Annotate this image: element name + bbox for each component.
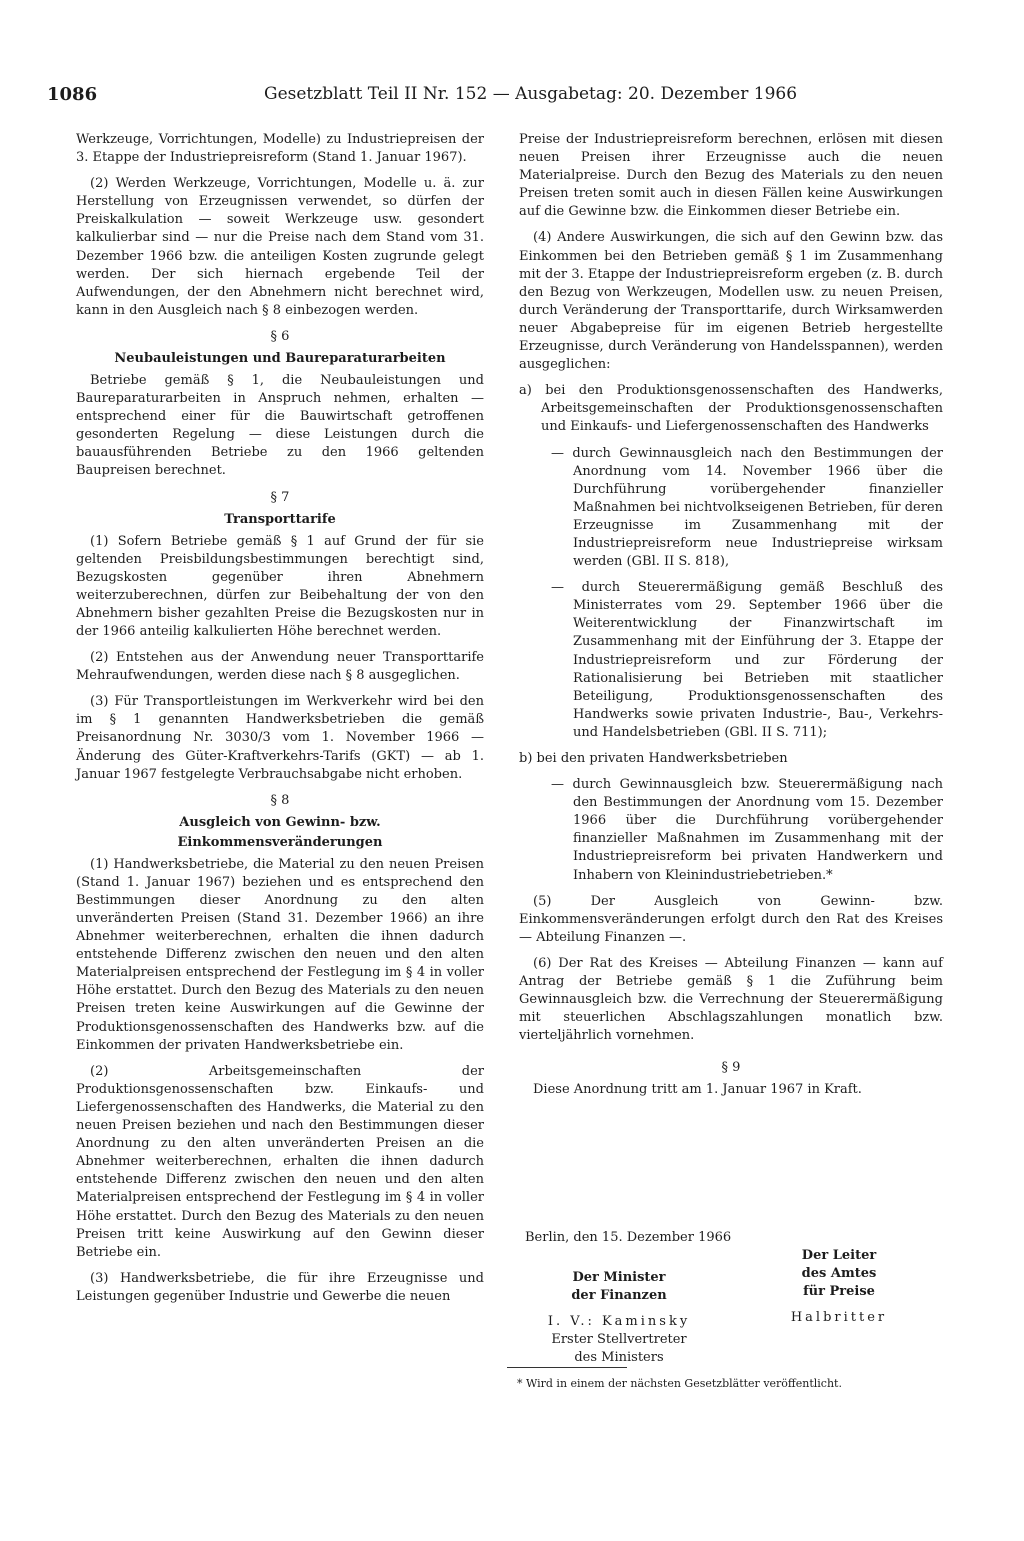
signature-left [519,1269,719,1367]
signature-block [519,1229,943,1367]
paragraph: (2) Werden Werkzeuge, Vorrichtungen, Modelle u. ä. zur Herstellung von Erzeugnissen verwendet, so dürfen der Preiskalkulation — soweit Werkzeuge usw. gesondert kalkulierbar sind — nur die Preise nach dem Stand vom 31. Dezember 1966 bzw. die anteiligen Kosten zugrunde gelegt werden. Der sich hiernach ergebende Teil der Aufwendungen, der den Abnehmern nicht berechnet wird, kann in den Ausgleich nach § 8 einbezogen werden. [76,176,484,318]
paragraph: Diese Anordnung tritt am 1. Januar 1967 in Kraft. [533,1082,862,1098]
right-column [519,131,943,1108]
paragraph: (1) Handwerksbetriebe, die Material zu den neuen Preisen (Stand 1. Januar 1967) beziehen und es entsprechend den Bestimmungen dieser Anordnung zu den alten unveränderten Preisen (Stand 31. Dezember 1966) an ihre Abnehmer weiterberechnen, erhalten die ihnen dadurch entstehende Differenz zwischen den neuen und den alten Materialpreisen entsprechend der Festlegung im § 4 in voller Höhe erstattet. Durch den Bezug des Materials zu den neuen Preisen treten keine Auswirkungen auf die Gewinne der Produktionsgenossenschaften des Handwerks bzw. auf die Einkommen der privaten Handwerksbetriebe ein. [76,856,484,1053]
list-item: — durch Gewinnausgleich bzw. Steuerermäßigung nach den Bestimmungen der Anordnung vom 15. Dezember 1966 über die Durchführung vorübergehender finanzieller Maßnahmen im Zusammenhang mit der Industriepreisreform bei privaten Handwerkern und Inhabern von Kleinindustriebetrieben.* [551,777,943,883]
paragraph: (1) Sofern Betriebe gemäß § 1 auf Grund der für sie geltenden Preisbildungsbestimmungen berechtigt sind, Bezugskosten gegenüber ihren Abnehmern weiterzuberechnen, dürfen zur Beibehaltung der von den Abnehmern bisher gezahlten Preise die Bezugskosten nur in der 1966 anteilig kalkulierten Höhe berechnet werden. [76,533,484,639]
list-item: a) bei den Produktionsgenossenschaften des Handwerks, Arbeitsgemeinschaften der Produktionsgenossenschaften und Einkaufs- und Liefergenossenschaften des Handwerks [519,383,943,435]
signer-name: Halbritter [790,1310,888,1325]
paragraph: Preise der Industriepreisreform berechnen, erlösen mit diesen neuen Preisen ihrer Erzeugnisse auch die neuen Materialpreise. Durch den Bezug des Materials zu den neuen Preisen treten somit auch in diesen Fällen keine Auswirkungen auf die Gewinne bzw. die Einkommen dieser Betriebe ein. [519,132,943,220]
list-item: b) bei den privaten Handwerksbetrieben [519,751,788,766]
running-title: Gesetzblatt Teil II Nr. 152 — Ausgabetag: 20. Dezember 1966 [264,84,798,104]
signer-title: der Finanzen [571,1288,667,1303]
section-number: § 9 [721,1060,741,1076]
paragraph: (2) Arbeitsgemeinschaften der Produktionsgenossenschaften bzw. Einkaufs- und Liefergenossenschaften des Handwerks, die Material zu den neuen Preisen beziehen und nach den Bestimmungen dieser Anordnung zu den alten unveränderten Preisen an die Abnehmer weiterberechnen, erhalten die ihnen dadurch entstehende Differenz zwischen den neuen und den alten Materialpreisen entsprechend der Festlegung im § 4 in voller Höhe erstattet. Durch den Bezug des Materials zu den neuen Preisen tritt keine Auswirkung auf den Gewinn dieser Betriebe ein. [76,1063,484,1260]
signer-title: Der Leiter [801,1248,877,1263]
section-number: § 7 [270,489,290,505]
signer-name: I. V.: Kaminsky [547,1314,691,1329]
paragraph: (6) Der Rat des Kreises — Abteilung Finanzen — kann auf Antrag der Betriebe gemäß § 1 die Zuführung beim Gewinnausgleich bzw. die Verrechnung der Steuerermäßigung mit steuerlichen Abschlagszahlungen monatlich bzw. vierteljährlich vornehmen. [519,955,943,1044]
signer-role: Erster Stellvertreter [551,1332,687,1347]
section-title-line: Ausgleich von Gewinn- bzw. [179,814,381,830]
section-title: Transporttarife [224,511,336,527]
signature-columns [519,1247,943,1367]
signature-right [749,1247,929,1327]
list-item: — durch Steuerermäßigung gemäß Beschluß des Ministerrates vom 29. September 1966 über die Weiterentwicklung der Finanzwirtschaft im Zusammenhang mit der Einführung der 3. Etappe der Industriepreisreform und zur Förderung der Rationalisierung bei Betrieben mit staatlicher Beteiligung, Produktionsgenossenschaften des Handwerks sowie privaten Industrie-, Bau-, Verkehrs- und Handelsbetrieben (GBl. II S. 711); [551,580,943,740]
page-header [0,84,1024,114]
paragraph: (3) Für Transportleistungen im Werkverkehr wird bei den im § 1 genannten Handwerksbetrieben die gemäß Preisanordnung Nr. 3030/3 vom 1. November 1966 — Änderung des Güter-Kraftverkehrs-Tarifs (GKT) — ab 1. Januar 1967 festgelegte Verbrauchsabgabe nicht erhoben. [76,694,484,782]
paragraph: Betriebe gemäß § 1, die Neubauleistungen und Baureparaturarbeiten in Anspruch nehmen, erhalten — entsprechend einer für die Bauwirtschaft getroffenen gesonderten Regelung — diese Leistungen durch die bauausführenden Betriebe zu den 1966 geltenden Baupreisen berechnet. [76,372,484,479]
section-number: § 6 [270,328,290,344]
place-date: Berlin, den 15. Dezember 1966 [525,1230,732,1245]
section-title-line: Einkommensveränderungen [177,834,383,850]
section-number: § 8 [270,792,290,808]
signer-title: für Preise [803,1284,875,1299]
page-number: 1086 [47,84,98,105]
section-title: Neubauleistungen und Baureparaturarbeiten [114,350,446,366]
paragraph: Werkzeuge, Vorrichtungen, Modelle) zu Industriepreisen der 3. Etappe der Industriepreisreform (Stand 1. Januar 1967). [76,132,484,166]
paragraph: (2) Entstehen aus der Anwendung neuer Transporttarife Mehraufwendungen, werden diese nach § 8 ausgeglichen. [76,650,484,684]
footnote-rule [507,1367,627,1368]
list-item: — durch Gewinnausgleich nach den Bestimmungen der Anordnung vom 14. November 1966 über die Durchführung vorübergehender finanzieller Maßnahmen bei nichtvolkseigenen Betrieben, für deren Erzeugnisse im Zusammenhang mit der Industriepreisreform neue Industriepreise wirksam werden (GBl. II S. 818), [551,445,943,570]
left-column [76,131,484,1314]
signer-title: des Amtes [801,1266,877,1281]
signer-title: Der Minister [572,1270,666,1285]
signer-role: des Ministers [574,1350,664,1365]
paragraph: (5) Der Ausgleich von Gewinn- bzw. Einkommensveränderungen erfolgt durch den Rat des Kreises — Abteilung Finanzen —. [519,893,943,945]
paragraph: (3) Handwerksbetriebe, die für ihre Erzeugnisse und Leistungen gegenüber Industrie und Gewerbe die neuen [76,1270,484,1304]
footnote: * Wird in einem der nächsten Gesetzblätter veröffentlicht. [517,1377,842,1390]
paragraph: (4) Andere Auswirkungen, die sich auf den Gewinn bzw. das Einkommen bei den Betrieben gemäß § 1 im Zusammenhang mit der 3. Etappe der Industriepreisreform ergeben (z. B. durch den Bezug von Werkzeugen, Modellen usw. zu neuen Preisen, durch Veränderung der Transporttarife, durch Wirksamwerden neuer Abgabepreise für im eigenen Betrieb hergestellte Erzeugnisse, durch Veränderung von Handelsspannen), werden ausgeglichen: [519,230,943,373]
